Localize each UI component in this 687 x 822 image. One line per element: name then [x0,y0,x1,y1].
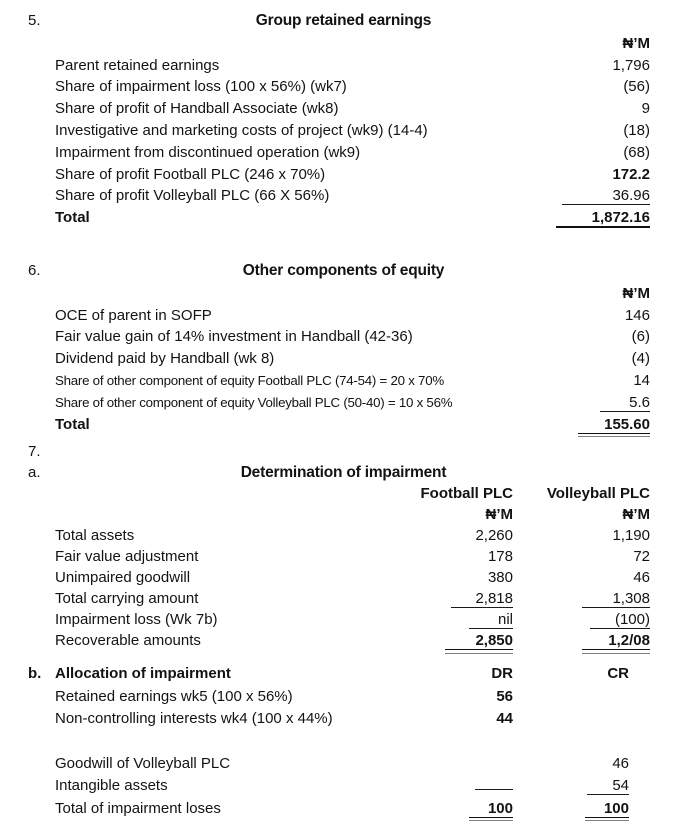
currency-unit-label: ₦’M [622,284,650,302]
total-value-cell [513,632,650,650]
table-row [0,525,687,546]
row-value: 36.96 [562,187,650,205]
total-value: 1,872.16 [556,209,650,228]
table-row [0,304,687,326]
total-label: Total [55,209,90,227]
currency-unit-label: ₦’M [485,506,513,523]
table-row [0,774,687,797]
row-value-volleyball: 1,190 [612,527,650,544]
row-label: Share of profit of Handball Associate (wk8) [55,100,339,118]
row-label: Fair value adjustment [55,548,199,565]
row-value-cell [418,777,513,794]
table-row [0,391,687,413]
section-7a-heading [0,462,687,483]
row-value-volleyball: (100) [590,611,650,629]
section-other-components-of-equity [0,260,687,434]
table-row [0,567,687,588]
row-value: 172.2 [612,165,650,183]
unit-row [0,282,687,304]
total-value-dr: 100 [469,800,513,818]
column-header-cr: CR [607,665,629,682]
column-header-football-plc: Football PLC [420,485,513,502]
table-row [0,707,687,730]
table-row [0,54,687,76]
table-row [0,141,687,163]
row-label: Retained earnings wk5 (100 x 56%) [55,687,293,705]
row-value-cell [513,777,650,795]
section-7-number: 7. [28,443,41,460]
row-value-cell [418,590,513,608]
section-6-number: 6. [28,262,41,279]
section-b-title: Allocation of impairment [55,665,231,682]
column-header-volleyball-plc: Volleyball PLC [546,485,650,502]
row-label: Share of impairment loss (100 x 56%) (wk7) [55,78,347,96]
row-label: Recoverable amounts [55,632,201,649]
row-label: Unimpaired goodwill [55,569,191,586]
row-value: (4) [631,350,650,368]
table-row [0,369,687,391]
row-value-volleyball: 72 [633,548,650,565]
section-b-heading [0,662,687,685]
total-value-cell [418,632,513,650]
currency-unit-label: ₦’M [622,506,650,523]
row-value: 14 [633,371,650,389]
table-row [0,347,687,369]
section-5-title: Group retained earnings [255,12,432,29]
row-value-cell [513,590,650,608]
row-value-cr: 54 [587,777,629,795]
row-label: Intangible assets [55,777,168,795]
section-6-heading [0,260,687,282]
row-label: Non-controlling interests wk4 (100 x 44%) [55,710,333,728]
row-value-dr [475,789,513,790]
total-label: Total of impairment loses [55,799,221,817]
row-label: Total carrying amount [55,590,199,607]
row-value-football: 2,818 [451,590,513,608]
row-value: (68) [623,143,650,161]
table-row [0,609,687,630]
total-value: 155.60 [578,416,650,434]
row-value: 5.6 [600,394,650,412]
unit-row [0,504,687,525]
row-value-football: 380 [487,569,513,586]
section-group-retained-earnings [0,10,687,228]
row-value: (56) [623,78,650,96]
row-label: OCE of parent in SOFP [55,306,212,324]
row-value: 1,796 [612,56,650,74]
section-b-number: b. [28,665,42,682]
row-value-cell [418,611,513,629]
unit-row [0,32,687,54]
total-label: Total [55,415,90,433]
row-value-dr: 44 [496,710,513,728]
section-6-title: Other components of equity [242,262,445,279]
table-row [0,752,687,775]
row-label: Share of other component of equity Football PLC (74-54) = 20 x 70% [55,372,444,388]
total-value-cr: 100 [585,800,629,818]
row-value-cr: 46 [612,754,629,772]
row-value: 9 [641,100,650,118]
row-value-football: 2,260 [475,527,513,544]
total-value-cell [513,800,650,818]
total-value-cell [418,800,513,818]
section-7a-letter: a. [28,464,41,481]
row-value-football: nil [469,611,513,629]
section-5-heading [0,10,687,32]
table-row [0,325,687,347]
row-value-cell [513,611,650,629]
total-value-cell [513,209,650,228]
row-label: Parent retained earnings [55,56,220,74]
row-label: Share of profit Volleyball PLC (66 X 56%) [55,187,330,205]
row-label: Share of other component of equity Volleyball PLC (50-40) = 10 x 56% [55,394,453,410]
total-value-volleyball: 1,2/08 [582,632,650,650]
total-row [0,630,687,651]
table-row [0,184,687,206]
row-label: Total assets [55,527,135,544]
table-row [0,163,687,185]
table-row [0,588,687,609]
table-row [0,546,687,567]
row-label: Dividend paid by Handball (wk 8) [55,350,275,368]
row-value-cell [513,187,650,205]
row-label: Share of profit Football PLC (246 x 70%) [55,165,326,183]
row-value-football: 178 [487,548,513,565]
row-value: 146 [624,306,650,324]
column-header-dr: DR [491,665,513,682]
section-5-number: 5. [28,12,41,29]
table-row [0,97,687,119]
row-label: Impairment from discontinued operation (wk9) [55,143,361,161]
section-allocation-of-impairment [0,662,687,820]
column-header-row [0,483,687,504]
total-row [0,797,687,820]
currency-unit-label: ₦’M [622,34,650,52]
section-determination-of-impairment [0,441,687,651]
row-value-dr: 56 [496,687,513,705]
section-7-heading [0,441,687,462]
total-value-football: 2,850 [445,632,513,650]
row-spacer [0,730,687,752]
row-value-volleyball: 1,308 [582,590,650,608]
total-value-cell [513,416,650,434]
section-7a-title: Determination of impairment [240,464,447,481]
row-value: (18) [623,121,650,139]
total-row [0,206,687,228]
row-value-cell [513,394,650,412]
total-row [0,413,687,435]
row-label: Fair value gain of 14% investment in Handball (42-36) [55,328,413,346]
table-row [0,685,687,708]
row-value-volleyball: 46 [633,569,650,586]
row-label: Goodwill of Volleyball PLC [55,754,231,772]
row-label: Investigative and marketing costs of project (wk9) (14-4) [55,121,428,139]
row-value: (6) [631,328,650,346]
table-row [0,119,687,141]
table-row [0,75,687,97]
row-label: Impairment loss (Wk 7b) [55,611,218,628]
